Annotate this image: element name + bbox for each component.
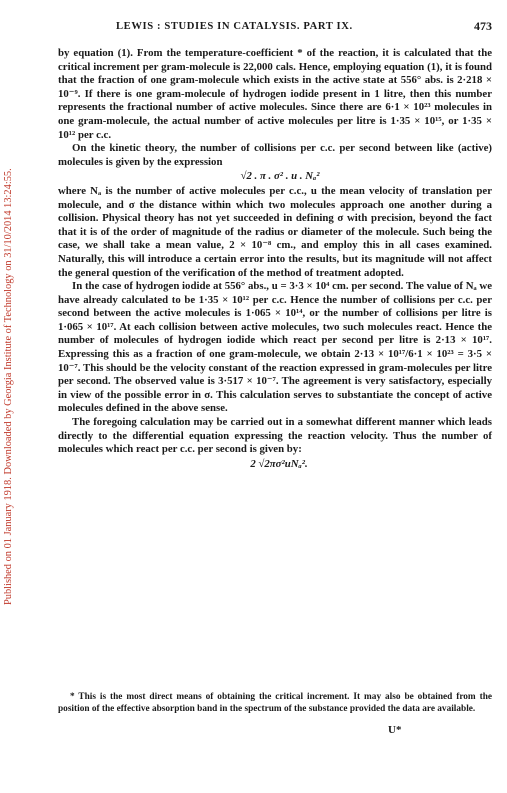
footnote	[58, 692, 492, 715]
paragraph-4: In the case of hydrogen iodide at 556° abs., u = 3·3 × 10⁴ cm. per second. The value of Nₐ we have already calculated to be 1·35 × 10¹² per c.c. Hence the number of collisions per c.c. per second between the active molecules is 1·065 × 10¹⁴, or the number of collisions per litre is 1·065 × 10¹⁷. At each collision between active molecules, two such molecules react. Hence the number of molecules of hydrogen iodide which react per second per litre is 2·13 × 10¹⁷. Expressing this as a fraction of one gram-molecule, we obtain 2·13 × 10¹⁷/6·1 × 10²³ = 3·5 × 10⁻⁷. This should be the velocity constant of the reaction expressed in gram-molecules per litre per second. The observed value is 3·517 × 10⁻⁷. The agreement is very satisfactory, especially in view of the possible error in σ. This calculation serves to substantiate the concept of active molecules defined in the above sense.	[58, 280, 492, 415]
reaction-rate-equation: 2 √2πσ²uNₐ².	[250, 457, 308, 470]
running-title: LEWIS : STUDIES IN CATALYSIS. PART IX.	[116, 21, 353, 32]
paragraph-5: The foregoing calculation may be carried out in a somewhat different manner which leads directly to the differential equation expressing the reaction velocity. Thus the number of molecules which react per c.c. per second is given by:	[58, 416, 492, 456]
footnote-text: * This is the most direct means of obtaining the critical increment. It may also be obtained from the position of the effective absorption band in the spectrum of the substance provided the data are available.	[58, 692, 492, 714]
download-watermark	[2, 62, 18, 712]
running-header	[58, 20, 492, 36]
download-watermark-text: Published on 01 January 1918. Downloaded by Georgia Institute of Technology on 31/10/2014 13:24:55.	[3, 168, 14, 606]
collision-equation: √2 . π . σ² . u . Nₐ²	[240, 170, 320, 183]
paragraph-3: where Nₐ is the number of active molecules per c.c., u the mean velocity of translation per molecule, and σ the distance within which two molecules approach one another during a collision. Physical theory has not yet succeeded in defining σ with precision, beyond the fact that it is of the order of magnitude of the radius or diameter of the molecule. Such being the case, we shall take a mean value, 2 × 10⁻⁸ cm., and employ this in all cases examined. Naturally, this will introduce a certain error into the results, but its magnitude will not affect the general question of the verification of the method of treatment adopted.	[58, 184, 492, 279]
signature-mark: U*	[388, 724, 402, 736]
article-body	[58, 47, 492, 472]
paragraph-2: On the kinetic theory, the number of collisions per c.c. per second between like (active) molecules is given by the expression	[58, 142, 492, 168]
paragraph-1: by equation (1). From the temperature-coefficient * of the reaction, it is calculated that the critical increment per gram-molecule is 22,000 cals. Hence, employing equation (1), it is found that the fraction of one gram-molecule which exists in the active state at 556° abs. is 2·218 × 10⁻⁹. If there is one gram-molecule of hydrogen iodide present in 1 litre, then this number represents the fractional number of active molecules. Since there are 6·1 × 10²³ molecules in one gram-molecule, the actual number of active molecules per litre is 1·35 × 10¹⁵, or 1·35 × 10¹² per c.c.	[58, 47, 492, 141]
page-number: 473	[474, 19, 492, 33]
